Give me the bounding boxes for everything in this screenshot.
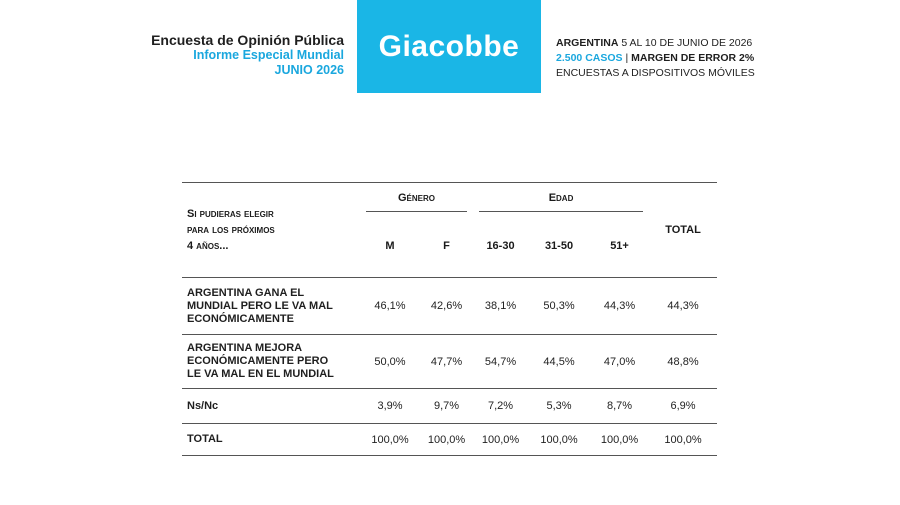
group-header-row bbox=[182, 183, 717, 216]
group-gender-label: Género bbox=[366, 186, 467, 212]
row-label bbox=[182, 335, 360, 389]
row-label-line: ARGENTINA MEJORA bbox=[187, 342, 303, 354]
table-row bbox=[182, 278, 717, 335]
cell-value: 100,0% bbox=[371, 433, 409, 446]
cell-value: 44,5% bbox=[543, 355, 575, 368]
meta-line-1 bbox=[556, 36, 755, 51]
meta-cases: 2.500 CASOS bbox=[556, 52, 623, 64]
results-table bbox=[182, 182, 717, 456]
row-label-line: MUNDIAL PERO LE VA MAL bbox=[187, 299, 333, 312]
survey-title: Encuesta de Opinión Pública bbox=[151, 32, 344, 48]
cell-value: 42,6% bbox=[430, 300, 463, 312]
row-label bbox=[182, 278, 360, 335]
cell-total: 44,3% bbox=[667, 300, 699, 312]
question-line: 4 años... bbox=[187, 240, 229, 252]
brand-logo bbox=[357, 0, 541, 93]
cell-value: 47,7% bbox=[430, 355, 463, 368]
cell-total: 48,8% bbox=[667, 355, 699, 368]
cell-value: 8,7% bbox=[606, 400, 633, 412]
brand-logo-text: Giacobbe bbox=[378, 29, 520, 63]
col-header-f: F bbox=[443, 240, 450, 252]
table-row-total bbox=[182, 424, 717, 456]
row-label-line: Ns/Nc bbox=[187, 399, 219, 412]
cell-total: 6,9% bbox=[670, 400, 696, 412]
meta-separator: | bbox=[622, 52, 632, 64]
group-age bbox=[473, 183, 649, 216]
report-date: JUNIO 2026 bbox=[274, 63, 344, 77]
cell-value: 9,7% bbox=[433, 400, 460, 412]
group-age-label: Edad bbox=[479, 186, 643, 212]
row-label bbox=[182, 389, 360, 424]
cell-value: 46,1% bbox=[374, 300, 406, 312]
question-line: Si pudieras elegir bbox=[187, 208, 274, 220]
row-label-line: ECONÓMICAMENTE bbox=[187, 312, 294, 325]
cell-total: 100,0% bbox=[664, 433, 702, 446]
cell-value: 100,0% bbox=[427, 433, 466, 446]
row-label-line: ECONÓMICAMENTE PERO bbox=[187, 355, 329, 367]
cell-value: 44,3% bbox=[603, 300, 636, 312]
row-label-line: LE VA MAL EN EL MUNDIAL bbox=[187, 368, 334, 380]
meta-line-3 bbox=[556, 66, 755, 81]
question-cell bbox=[182, 183, 360, 278]
col-header-51-plus: 51+ bbox=[610, 240, 629, 252]
cell-value: 5,3% bbox=[546, 400, 572, 412]
cell-value: 47,0% bbox=[603, 355, 636, 368]
cell-value: 54,7% bbox=[484, 355, 517, 368]
meta-line-2 bbox=[556, 51, 755, 66]
meta-dates: 5 AL 10 DE JUNIO DE 2026 bbox=[621, 37, 753, 49]
report-title: Informe Especial Mundial bbox=[193, 48, 344, 62]
col-header-16-30: 16-30 bbox=[486, 240, 515, 252]
cell-value: 38,1% bbox=[484, 300, 517, 312]
row-label bbox=[182, 424, 360, 456]
meta-method: ENCUESTAS A DISPOSITIVOS MÓVILES bbox=[556, 67, 755, 79]
col-header-m: M bbox=[385, 240, 395, 252]
cell-value: 50,0% bbox=[374, 355, 406, 368]
cell-value: 100,0% bbox=[481, 433, 520, 446]
row-label-line: TOTAL bbox=[187, 433, 223, 445]
row-label-line: ARGENTINA GANA EL bbox=[187, 286, 305, 299]
meta-margin: MARGEN DE ERROR 2% bbox=[631, 52, 755, 64]
cell-value: 3,9% bbox=[377, 400, 403, 412]
cell-value: 100,0% bbox=[540, 433, 578, 446]
meta-country: ARGENTINA bbox=[556, 37, 619, 49]
col-header-31-50: 31-50 bbox=[544, 240, 574, 252]
report-heading bbox=[100, 33, 344, 78]
survey-metadata bbox=[556, 36, 755, 81]
total-header: TOTAL bbox=[665, 224, 701, 236]
table-row bbox=[182, 335, 717, 389]
question-line: para los próximos bbox=[187, 224, 275, 236]
cell-value: 100,0% bbox=[600, 433, 639, 446]
group-gender bbox=[360, 183, 473, 216]
cell-value: 50,3% bbox=[543, 300, 575, 312]
cell-value: 7,2% bbox=[487, 400, 514, 412]
table-row bbox=[182, 389, 717, 424]
